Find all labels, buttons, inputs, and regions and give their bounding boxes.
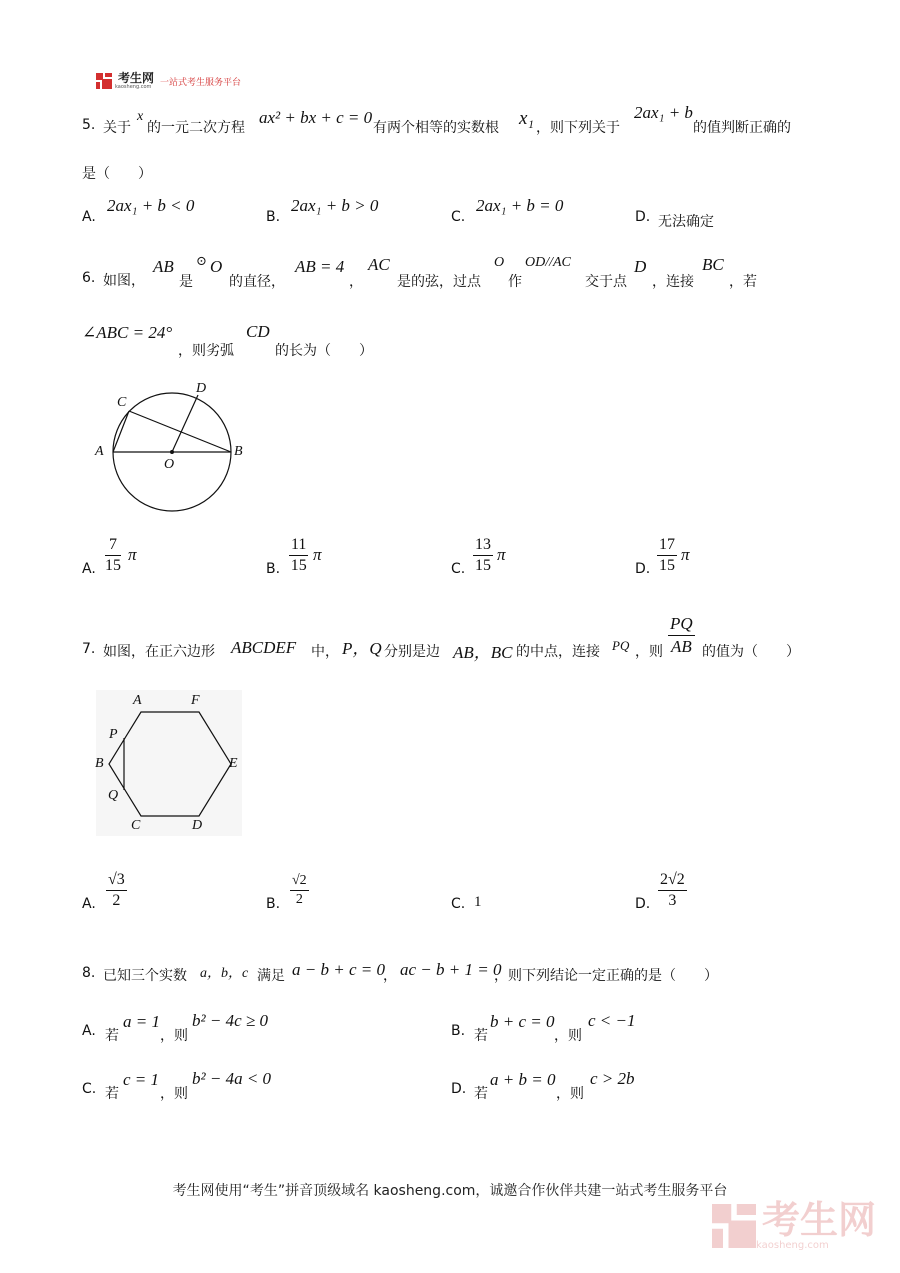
q6-option-b-den: 15 bbox=[290, 557, 307, 574]
q7-label-p: P bbox=[109, 727, 118, 742]
q6-label-d: D bbox=[196, 381, 207, 396]
q6-option-a-pi: π bbox=[128, 545, 137, 564]
q5-number: 5. bbox=[82, 117, 96, 133]
q6-text-5: 作 bbox=[508, 274, 522, 290]
q6-option-a-fraction bbox=[105, 536, 121, 575]
q7-ab-bc: AB，BC bbox=[453, 643, 513, 662]
q8-option-b-then: ，则 bbox=[554, 1028, 582, 1044]
q7-option-d-label: D. bbox=[635, 896, 651, 912]
q8-option-b-result: c < −1 bbox=[588, 1011, 636, 1030]
q6-option-d-label: D. bbox=[635, 561, 651, 577]
q7-option-b-num: √2 bbox=[292, 873, 307, 888]
q6-ab-equals: AB = 4 bbox=[295, 257, 345, 276]
q6-cd: CD bbox=[246, 322, 270, 341]
q6-option-a-label: A. bbox=[82, 561, 96, 577]
q6-label-c: C bbox=[117, 395, 127, 410]
q5-option-b: 2ax₁ + b > 0 bbox=[291, 196, 379, 215]
q8-option-d-cond: a + b = 0 bbox=[490, 1070, 556, 1089]
q5-text-3: 有两个相等的实数根 bbox=[373, 120, 499, 136]
q8-text-2: 满足 bbox=[257, 968, 285, 984]
q6-label-a: A bbox=[95, 444, 104, 459]
q7-label-e: E bbox=[229, 756, 238, 771]
q7-text-5: ，则 bbox=[635, 644, 663, 660]
q6-circle-symbol: ⊙ bbox=[196, 253, 207, 268]
watermark-name: 考生网 bbox=[762, 1198, 877, 1242]
q6-text-9: ，则劣弧 bbox=[178, 343, 234, 359]
q8-option-b-cond: b + c = 0 bbox=[490, 1012, 555, 1031]
q7-option-d-num: 2√2 bbox=[660, 871, 685, 888]
q7-figure-hexagon bbox=[96, 690, 242, 836]
q5-var-x: x bbox=[137, 109, 144, 124]
logo-name: 考生网 bbox=[118, 71, 155, 85]
q8-option-c-result: b² − 4a < 0 bbox=[192, 1069, 272, 1088]
q7-option-d-den: 3 bbox=[668, 892, 677, 909]
q7-label-a: A bbox=[133, 693, 142, 708]
q5-option-b-label: B. bbox=[266, 209, 281, 225]
q8-option-d-result: c > 2b bbox=[590, 1069, 635, 1088]
watermark-logo-icon bbox=[712, 1204, 756, 1248]
q8-option-d-label: D. bbox=[451, 1081, 467, 1097]
q5-text-1: 关于 bbox=[103, 120, 131, 136]
q6-option-a-num: 7 bbox=[109, 536, 117, 553]
q6-option-c-pi: π bbox=[497, 545, 506, 564]
q7-option-c: 1 bbox=[474, 894, 482, 910]
q6-label-b: B bbox=[234, 444, 243, 459]
q8-option-a-if: 若 bbox=[105, 1028, 119, 1044]
q5-root: x₁ bbox=[519, 108, 535, 129]
q6-ab: AB bbox=[153, 257, 174, 276]
brand-logo-icon bbox=[96, 73, 112, 89]
q6-label-o: O bbox=[164, 457, 175, 472]
q7-option-a-den: 2 bbox=[112, 892, 121, 909]
q6-d: D bbox=[634, 257, 647, 276]
q7-label-b: B bbox=[95, 756, 104, 771]
q6-option-d-fraction bbox=[657, 536, 677, 575]
q6-segment-bc bbox=[129, 411, 231, 452]
q5-option-d: 无法确定 bbox=[658, 214, 714, 230]
q8-option-a-result: b² − 4c ≥ 0 bbox=[192, 1011, 268, 1030]
q8-option-a-label: A. bbox=[82, 1023, 96, 1039]
q6-option-c-den: 15 bbox=[475, 557, 491, 574]
q7-hexagon: ABCDEF bbox=[231, 638, 297, 657]
page-footer: 考生网使用“考生”拼音顶级域名 kaosheng.com，诚邀合作伙伴共建一站式考生服务平台 bbox=[172, 1183, 728, 1199]
q5-text-2: 的一元二次方程 bbox=[147, 120, 245, 136]
q5-text-5: 的值判断正确的 bbox=[693, 120, 791, 136]
q7-ratio-num: PQ bbox=[670, 614, 693, 633]
q7-option-a-fraction bbox=[106, 871, 127, 910]
q7-label-c: C bbox=[131, 818, 141, 833]
q5-option-c-label: C. bbox=[451, 209, 466, 225]
q7-option-d-fraction bbox=[658, 871, 687, 910]
q6-text-8: ，若 bbox=[729, 274, 757, 290]
logo-domain: kaosheng.com bbox=[115, 84, 152, 90]
q5-option-c: 2ax₁ + b = 0 bbox=[476, 196, 564, 215]
q7-option-b-fraction bbox=[290, 873, 309, 908]
q5-text-4: ，则下列关于 bbox=[536, 120, 620, 136]
q6-text-1: 如图， bbox=[103, 273, 145, 289]
header-slogan: 一站式考生服务平台 bbox=[160, 77, 242, 88]
q6-option-d-den: 15 bbox=[659, 557, 675, 574]
q6-text-4: 是的弦，过点 bbox=[397, 274, 481, 290]
q6-ac: AC bbox=[368, 255, 390, 274]
q7-option-b-den: 2 bbox=[295, 892, 303, 907]
q6-text-2: 是 bbox=[179, 274, 193, 290]
q7-text-4: 的中点，连接 bbox=[516, 644, 600, 660]
q8-number: 8. bbox=[82, 965, 96, 981]
watermark bbox=[712, 1200, 876, 1251]
q6-option-c-fraction bbox=[473, 536, 493, 575]
q8-text-1: 已知三个实数 bbox=[103, 968, 187, 984]
q8-option-a-cond: a = 1 bbox=[123, 1012, 160, 1031]
q6-o2: O bbox=[494, 255, 505, 270]
watermark-domain: kaosheng.com bbox=[756, 1240, 829, 1251]
q5-option-d-label: D. bbox=[635, 209, 651, 225]
q5-option-a-label: A. bbox=[82, 209, 96, 225]
q8-option-b-if: 若 bbox=[474, 1028, 488, 1044]
q6-comma: ， bbox=[349, 274, 363, 290]
q6-bc: BC bbox=[702, 255, 724, 274]
q6-text-3: 的直径， bbox=[229, 274, 285, 290]
q8-option-c-if: 若 bbox=[105, 1086, 119, 1102]
q7-pq: P，Q bbox=[342, 639, 382, 658]
q7-label-f: F bbox=[191, 693, 200, 708]
q7-text-3: 分别是边 bbox=[384, 644, 440, 660]
q8-option-c-then: ，则 bbox=[160, 1086, 188, 1102]
q7-option-a-num: √3 bbox=[108, 871, 125, 888]
q6-option-d-num: 17 bbox=[659, 536, 675, 553]
q6-option-c-label: C. bbox=[451, 561, 466, 577]
q7-ratio-den: AB bbox=[670, 637, 692, 656]
q5-equation: ax² + bx + c = 0 bbox=[259, 108, 373, 127]
q8-option-c-label: C. bbox=[82, 1081, 97, 1097]
q6-option-b-pi: π bbox=[313, 545, 322, 564]
q6-option-d-pi: π bbox=[681, 545, 690, 564]
q7-pq-segment: PQ bbox=[612, 638, 630, 653]
q8-abc: a，b，c bbox=[200, 966, 249, 981]
q8-option-c-cond: c = 1 bbox=[123, 1070, 160, 1089]
q6-text-10: 的长为（ ） bbox=[275, 343, 373, 359]
q7-option-a-label: A. bbox=[82, 896, 96, 912]
q6-segment-od bbox=[172, 395, 198, 452]
q6-o: O bbox=[210, 257, 223, 276]
q5-option-a: 2ax₁ + b < 0 bbox=[107, 196, 195, 215]
q6-option-c-num: 13 bbox=[475, 536, 491, 553]
q7-number: 7. bbox=[82, 641, 96, 657]
q7-option-b-label: B. bbox=[266, 896, 281, 912]
q5-expression: 2ax₁ + b bbox=[634, 103, 693, 122]
q8-text-3: ，则下列结论一定正确的是（ ） bbox=[494, 968, 718, 984]
q7-hexagon-shape bbox=[109, 712, 231, 816]
q8-option-b-label: B. bbox=[451, 1023, 466, 1039]
q6-text-6: 交于点 bbox=[585, 274, 627, 290]
q6-option-b-label: B. bbox=[266, 561, 281, 577]
q6-figure-circle bbox=[88, 378, 258, 518]
q6-number: 6. bbox=[82, 270, 96, 286]
q6-text-7: ，连接 bbox=[652, 274, 694, 290]
q6-chord-ac bbox=[113, 411, 129, 452]
q7-text-2: 中， bbox=[311, 644, 339, 660]
q7-text-1: 如图，在正六边形 bbox=[103, 644, 215, 660]
q6-angle: ∠ABC = 24° bbox=[82, 323, 173, 342]
q6-od-parallel-ac: OD//AC bbox=[525, 255, 571, 270]
q8-comma: ， bbox=[383, 968, 397, 984]
q8-option-d-if: 若 bbox=[474, 1086, 488, 1102]
q7-option-c-label: C. bbox=[451, 896, 466, 912]
header-logo bbox=[96, 72, 241, 90]
q6-option-b-num: 11 bbox=[291, 536, 307, 553]
q7-ratio-fraction bbox=[668, 614, 695, 657]
q7-text-6: 的值为（ ） bbox=[702, 644, 800, 660]
q6-center-dot bbox=[170, 450, 174, 454]
q8-equation-1: a − b + c = 0 bbox=[292, 960, 385, 979]
q6-option-b-fraction bbox=[289, 536, 308, 575]
q7-label-q: Q bbox=[108, 788, 119, 803]
q7-label-d: D bbox=[192, 818, 203, 833]
q5-text-line2: 是（ ） bbox=[82, 166, 152, 182]
q8-option-d-then: ，则 bbox=[556, 1086, 584, 1102]
q8-equation-2: ac − b + 1 = 0 bbox=[400, 960, 502, 979]
q6-option-a-den: 15 bbox=[105, 557, 121, 574]
q8-option-a-then: ，则 bbox=[160, 1028, 188, 1044]
